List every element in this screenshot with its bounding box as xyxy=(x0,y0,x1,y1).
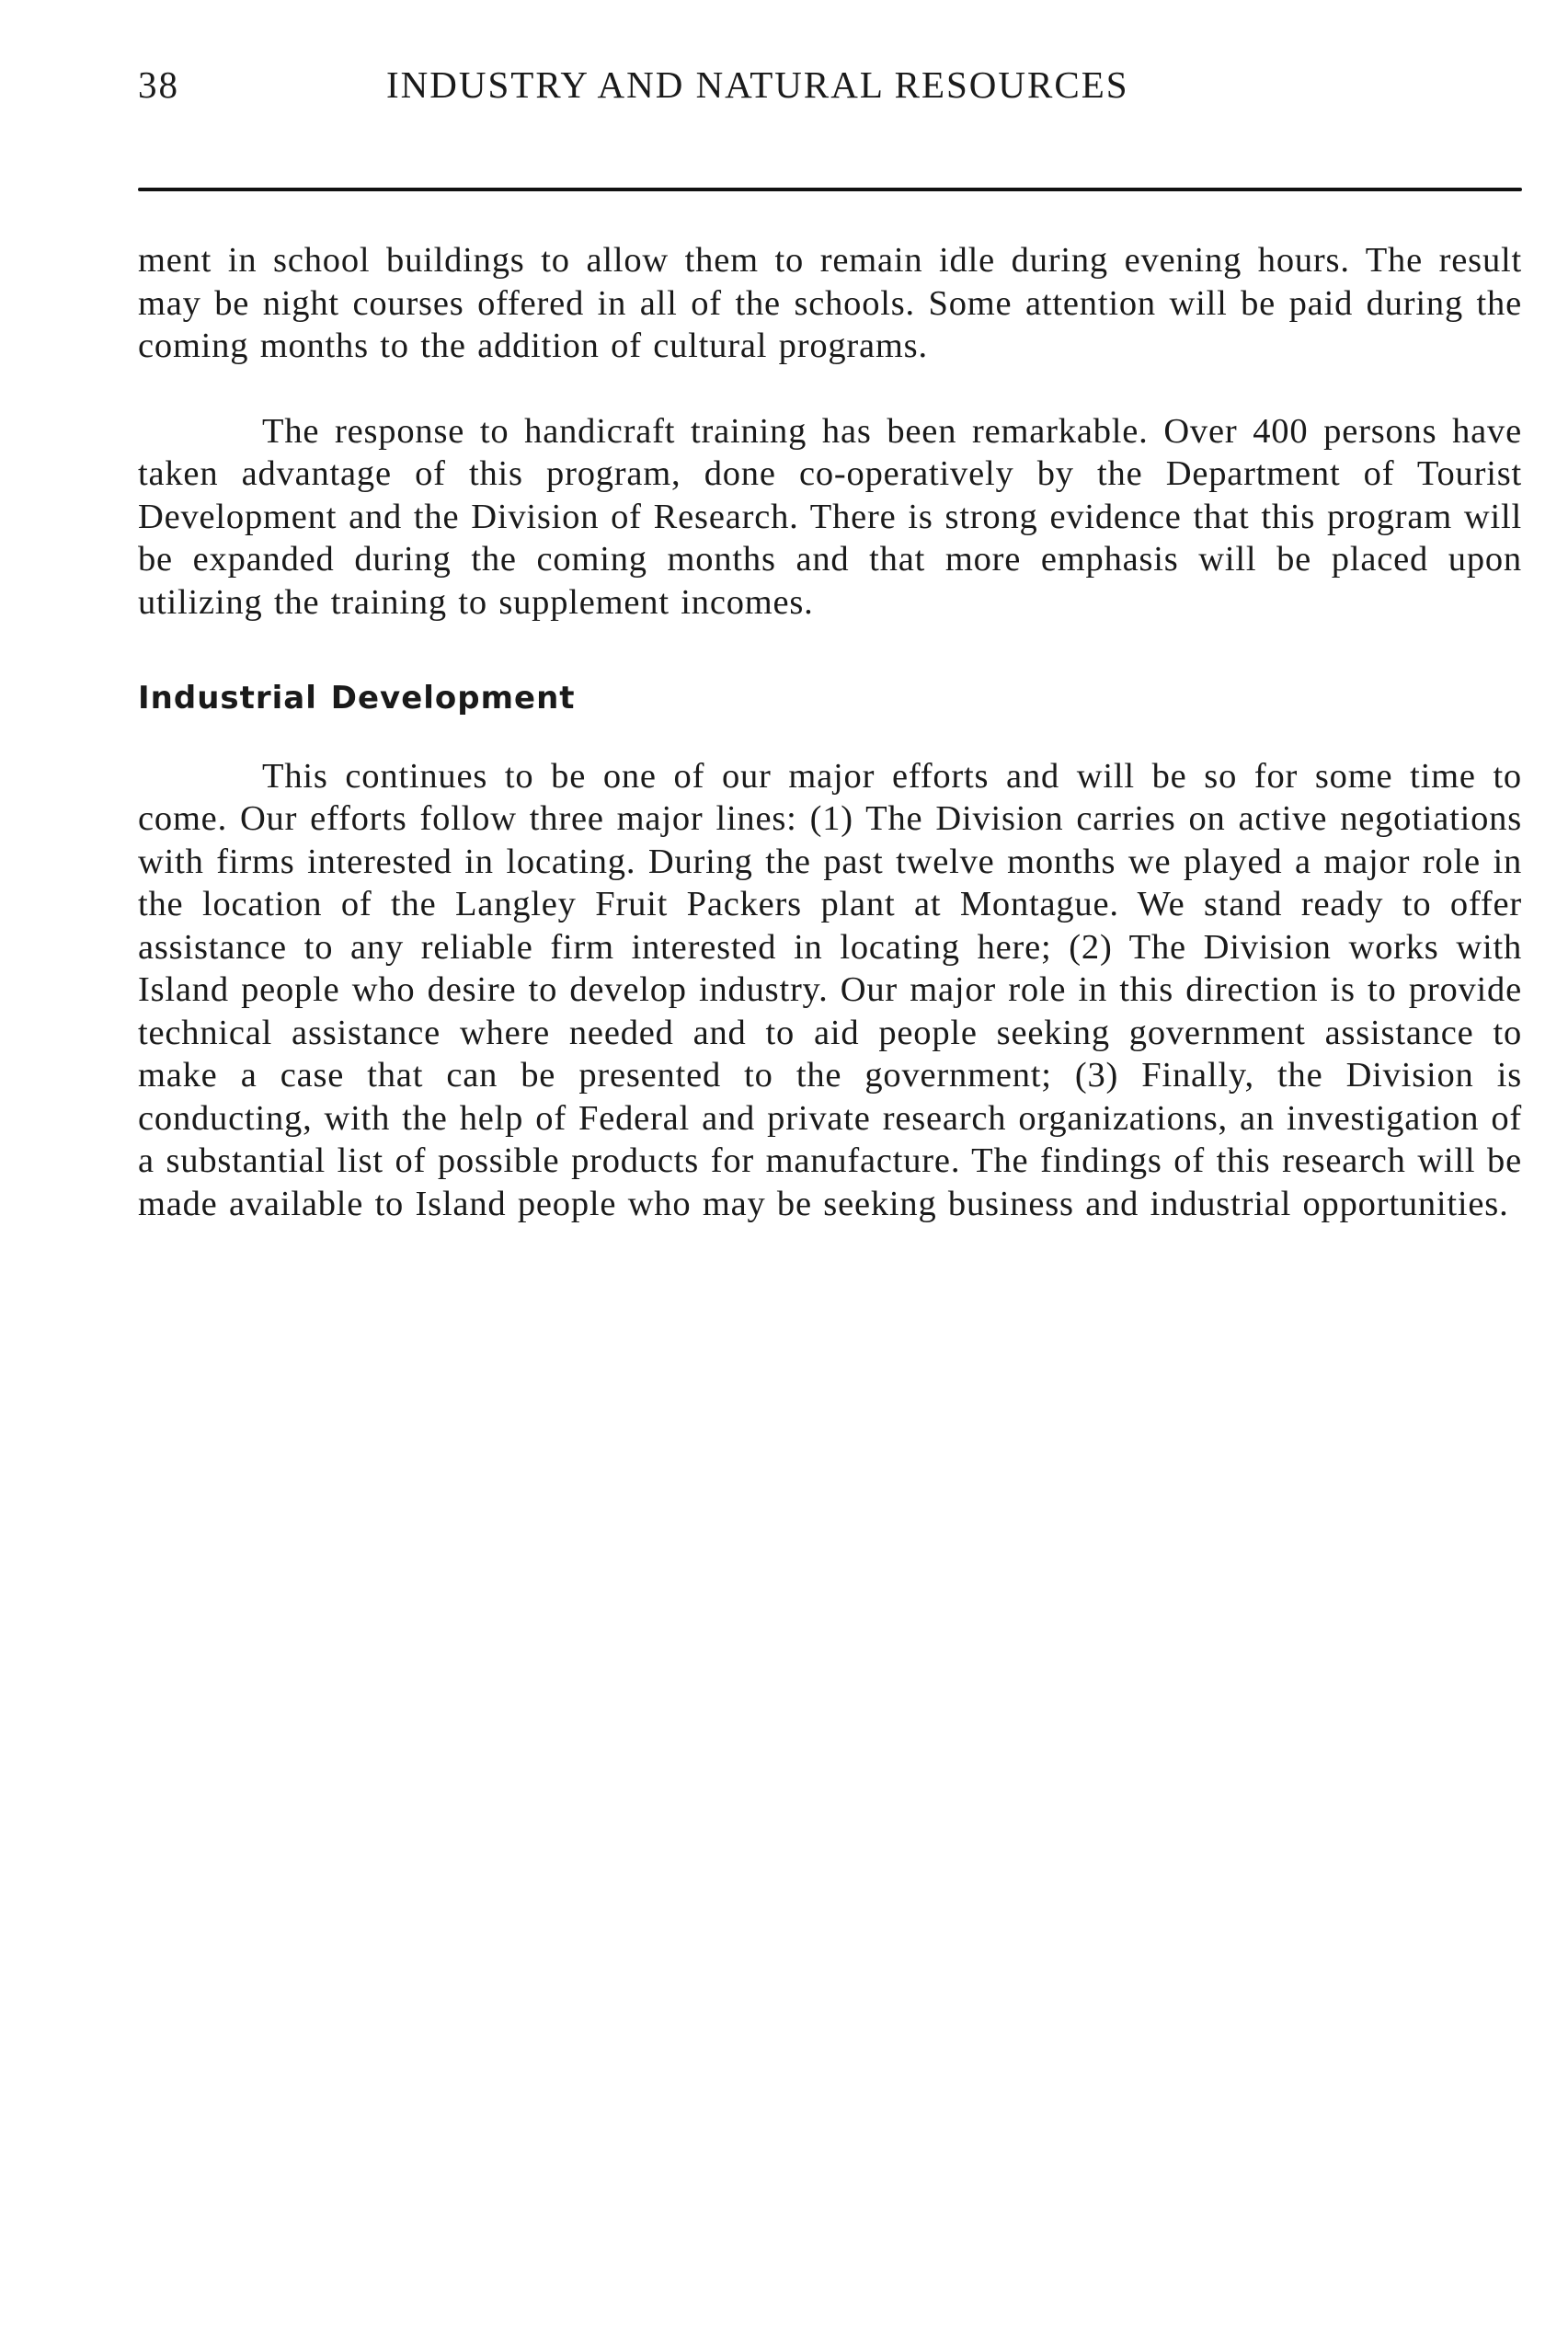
section-heading: Industrial Development xyxy=(138,680,576,716)
running-head xyxy=(138,55,1522,120)
header-rule xyxy=(138,188,1522,191)
book-page xyxy=(138,55,1522,1223)
paragraph-industrial-development: This continues to be one of our major efforts and will be so for some time to come. Our efforts follow three major lines: (1) The Division carries on active negotiations with firms interested in locating. During the past twelve months we played a major role in the location of the Langley Fruit Packers plant at Montague. We stand ready to offer assistance to any reliable firm interested in locating here; (2) The Division works with Island people who desire to develop industry. Our major role in this direction is to provide technical assistance where needed and to aid people seeking government assistance to make a case that can be presented to the government; (3) Finally, the Division is conducting, with the help of Federal and private research organizations, an investigation of a substantial list of possible products for manufacture. The findings of this research will be made available to Island people who may be seeking business and industrial opportunities. xyxy=(138,756,1522,1223)
running-title: INDUSTRY AND NATURAL RESOURCES xyxy=(386,63,1129,106)
paragraph-continued: ment in school buildings to allow them to remain idle during evening hours. The result may be night courses offered in all of the schools. Some attention will be paid during the coming months to the addition of cultural programs. xyxy=(138,241,1522,365)
page-number: 38 xyxy=(138,63,179,106)
paragraph-handicraft: The response to handicraft training has been remarkable. Over 400 persons have taken advantage of this program, done co-operatively by the Department of Tourist Development and the Division of Research. There is strong evidence that this program will be expanded during the coming months and that more emphasis will be placed upon utilizing the training to supplement incomes. xyxy=(138,411,1522,622)
body-text xyxy=(138,239,1522,1225)
